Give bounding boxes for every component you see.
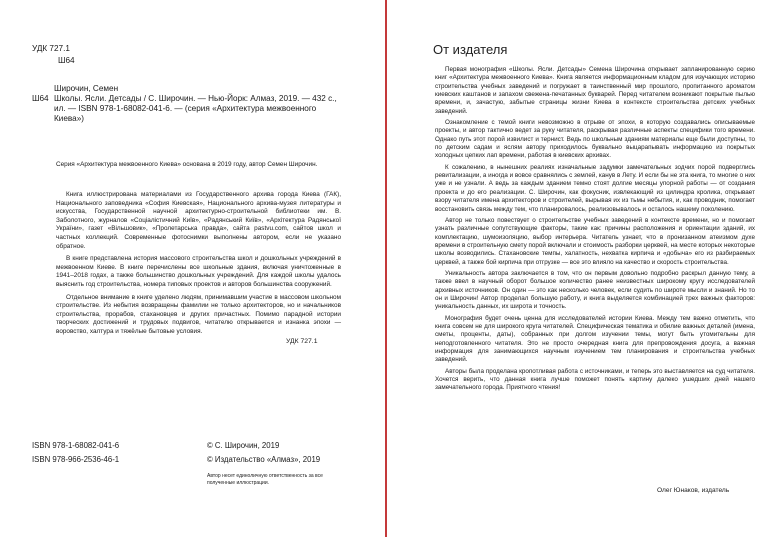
isbn-line: ISBN 978-1-68082-041-6 [32, 441, 120, 450]
liability-note: Автор несет единоличную ответственность за все полученные иллюстрации. [207, 473, 323, 486]
foreword-paragraph: К сожалению, в нынешних реалиях изначальные задумки замечательных зодчих порой подверглись ревитализации, а иногда и вовсе сравнялись с землей, канув в Лету. И если бы не эта книга, то многие о них уже и не узнали. А ведь за каждым зданием темно стоят долгие месяцы упорной работы — от создания проекта и до его реализации. С. Широчин, как фокусник, извлекающий из цилиндра кролика, открывает взору читателя имена архитекторов и строителей, вырывая их из тьмы небытия, и, как проводник, помогает восстановить связь между тем, что планировалось, реализовывалось и осталось нашему поколению. [435, 163, 755, 213]
left-page [0, 0, 385, 537]
annotation-paragraph: Отдельное внимание в книге уделено людям, принимавшим участие в массовом школьном строительстве. Из небытия возвращены фамилии не только архитекторов, но и начальников строительства, прорабов, стахановцев и других причастных. Помимо парадной истории творческих достижений и трудовых подвигов, читателю открывается и изнанка эпохи — воровство, халтура и тяжёлые бытовые условия. [56, 293, 341, 335]
isbn-line: ISBN 978-966-2536-46-1 [32, 455, 120, 464]
bibliographic-record [32, 84, 344, 124]
annotation [56, 191, 341, 341]
udk-block [32, 43, 75, 67]
bib-description: Школы. Ясли. Детсады / С. Широчин. — Нью-Йорк: Алмаз, 2019. — 432 с., ил. — ISBN 978-1-68082-041-6. — (серия «Архитектура межвоенного Киева») [54, 94, 337, 123]
foreword-paragraph: Авторы была проделана кропотливая работа с источниками, и теперь это выставляется на суд читателя. Хочется верить, что данная книга лучше поможет понять картину далеко ушедших дней нашего замечательного города. Приятного чтения! [435, 367, 755, 392]
udk-bottom: УДК 727.1 [286, 338, 318, 345]
right-page [387, 0, 773, 537]
publisher-foreword [435, 66, 755, 396]
foreword-paragraph: Ознакомление с темой книги невозможно в отрыве от эпохи, в которую создавались описываемые проекты, и автор тактично ведет за руку читателя, раскрывая различные аспекты специфики того времени. Однако путь этот порой извилист и тернист. Ведь по школьным зданиям материалы еще были доступны, то по детским садам и яслям автору приходилось буквально выцарапывать информацию из покрытых холодных цепких лап времени, работая в киевских архивах. [435, 119, 755, 160]
udk-code: УДК 727.1 [32, 44, 70, 53]
foreword-paragraph: Монография будет очень ценна для исследователей истории Киева. Между тем важно отметить, что книга совсем не для широкого круга читателей. Специфическая тематика и обилие важных деталей (имена, сметы, проценты, даты), собранных при долгом изучении темы, могут быть утомительны для неподготовленного читателя. Это не просто очередная книга для препровождения досуга, а важная информация для занимающихся научным изучением тем планирования и строительства учебных заведений. [435, 314, 755, 364]
bib-author: Широчин, Семен [54, 84, 119, 93]
annotation-paragraph: В книге представлена история массового строительства школ и дошкольных учреждений в межвоенном Киеве. В книге перечислены все школьные здания, включая уничтоженные в 1941–2018 годах, а также большинство дошкольных учреждений. Для каждой школы удалось выяснить год строительства, номера типовых проектов и авторов большинства сооружений. [56, 255, 341, 288]
series-note: Серия «Архитектура межвоенного Киева» основана в 2019 году, автор Семен Широчин. [56, 161, 318, 168]
bbk-code: Ш64 [58, 56, 75, 65]
copyright-block [207, 439, 320, 467]
signature: Олег Юнаков, издатель [657, 487, 730, 494]
foreword-paragraph: Автор не только повествует о строительстве учебных заведений в контексте времени, но и помогает узнать различные сопутствующие факторы, такие как: причины расположения и ориентации зданий, их комплектацию, шумоизоляцию, выбор интерьера. Читатель узнает, что в пронизанном атеизмом духе времени в строительную смету порой включали и стоимость разборки церквей, на месте которых некоторые школы возводились. Стахановские темпы, халатность, нехватка кирпича и «добыча» его из разбираемых церквей, а также бой кирпича при отгрузке — все это влияло на качество и скорость строительства. [435, 216, 755, 266]
isbn-block [32, 439, 119, 467]
annotation-paragraph: Книга иллюстрирована материалами из Государственного архива города Киева (ГАК), Национального заповедника «София Киевская», Национального архива-музея литературы и искусства, Государственной научной архитектурно-строительной библиотеки им. В. Заболотного, журналов «Соціалістичний Київ», «Радянський Київ», «Архітектура Радянської України», газет «Вільшовик», «Пролетарська правда», сайта pastvu.com, сайтов школ и частных коллекций. Современные фотоснимки выполнены автором, если не указано обратное. [56, 191, 341, 250]
copyright-line: © Издательство «Алмаз», 2019 [207, 455, 321, 464]
copyright-line: © С. Широчин, 2019 [207, 441, 280, 450]
foreword-paragraph: Уникальность автора заключается в том, что он первым довольно подробно раскрыл данную тему, а также ввел в научный оборот большое количество ранее неизвестных широкому кругу исследователей архивных источников. Он один — это как несколько человек, если судить по широте мысли и знаний. Но то он и Широчин! Автор проделал большую работу, и книга выделяется комбинацией трех важных факторов: уникальность данных, их широта и точность. [435, 269, 755, 311]
foreword-paragraph: Первая монография «Школы. Ясли. Детсады» Семена Широчина открывает запланированную серию книг «Архитектура межвоенного Киева». Книга является информационным кладом для изучающих историю строительства учебных заведений и погружает в таинственный мир прошлого, пропитанного ароматом киевских каштанов и запахом свежена-печатанных букварей. Перед читателем возникают покрытые пылью времени, и, зачастую, забытые страницы жизни Киева в контексте строительства детских учебных заведений. [435, 66, 755, 115]
bib-index: Ш64 [32, 94, 49, 103]
page-title: От издателя [433, 42, 508, 57]
